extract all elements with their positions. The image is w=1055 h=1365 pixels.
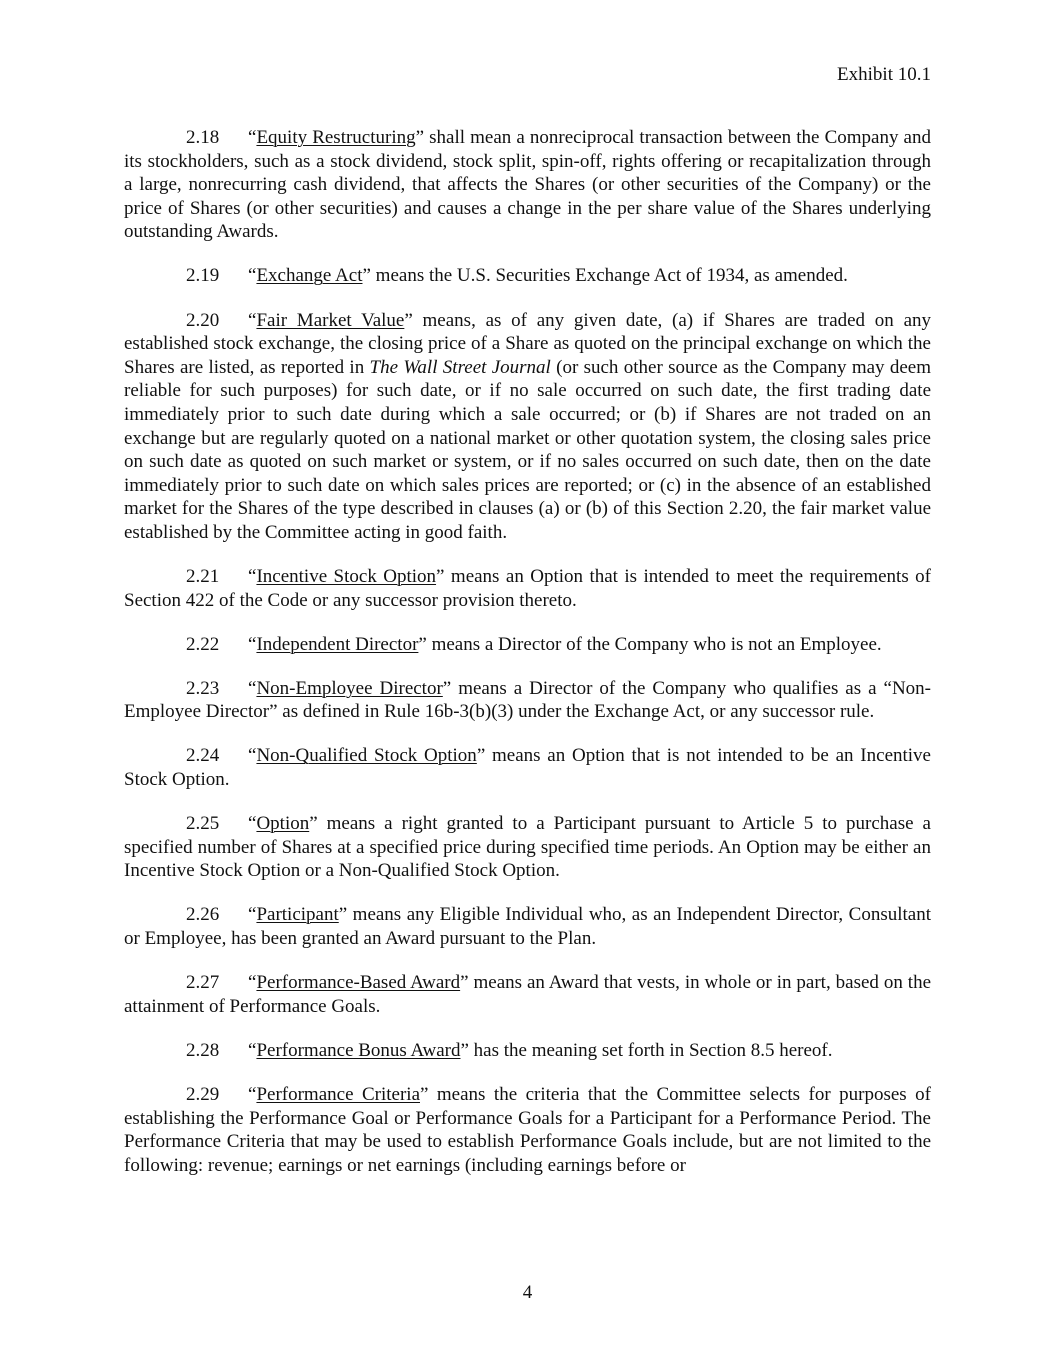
section-number: 2.29 <box>186 1083 220 1105</box>
definition-text: ” means any Eligible Individual who, as an Independent Director, Consultant or Employee, has been granted an Award pursuant to the Plan. <box>124 904 931 950</box>
section-number: 2.22 <box>186 633 220 655</box>
definition-text: ” shall mean a nonreciprocal transaction between the Company and its stockholders, such as a stock dividend, stock split, spin-off, rights offering or recapitalization through a large, nonrecurring cash dividend, that affects the Shares (or other securities of the Company) or the price of Shares (or other securities) and causes a change in the per share value of the Shares underlying outstanding Awards. <box>124 127 931 243</box>
open-quote: “ <box>248 677 257 699</box>
definition-text: ” means the criteria that the Committee selects for purposes of establishing the Performance Goal or Performance Goals for a Participant for a Performance Period. The Performance Criteria that may be used to establish Performance Goals include, but are not limited to the following: revenue; earnings or net earnings (including earnings before or <box>124 1083 931 1176</box>
definition-2-19 <box>124 264 931 288</box>
definition-text: ” means a Director of the Company who qualifies as a “Non-Employee Director” as defined in Rule 16b-3(b)(3) under the Exchange Act, or any successor rule. <box>124 677 931 723</box>
open-quote: “ <box>248 972 257 994</box>
definition-text: ” has the meaning set forth in Section 8.5 hereof. <box>460 1039 833 1061</box>
definition-text: ” means a Director of the Company who is not an Employee. <box>418 633 882 655</box>
definition-2-18 <box>124 126 931 244</box>
open-quote: “ <box>248 1039 257 1061</box>
open-quote: “ <box>248 1083 257 1105</box>
definition-text-continued: (or such other source as the Company may deem reliable for such purposes) for such date, or if no sale occurred on such date, the first trading date immediately prior to such date during which a sale occurred; or (b) if Shares are not traded on an exchange but are regularly quoted on a national market or other quotation system, the closing sales price on such date as quoted on such market or system, or if no sales occurred on such date, then on the date immediately prior to such date on which sales prices are reported; or (c) in the absence of an established market for the Shares of the type described in clauses (a) or (b) of this Section 2.20, the fair market value established by the Committee acting in good faith. <box>124 356 932 543</box>
definition-2-24 <box>124 744 931 791</box>
section-number: 2.21 <box>186 566 220 587</box>
open-quote: “ <box>248 633 257 655</box>
open-quote: “ <box>248 813 257 835</box>
defined-term: Performance Criteria <box>256 1083 420 1105</box>
publication-title: The Wall Street Journal <box>369 356 551 378</box>
page-number: 4 <box>522 1282 533 1303</box>
open-quote: “ <box>248 309 257 331</box>
definition-text: ” means an Option that is intended to meet the requirements of Section 422 of the Code or any successor provision thereto. <box>124 566 931 611</box>
open-quote: “ <box>248 745 257 767</box>
definition-2-23 <box>124 677 931 724</box>
defined-term: Independent Director <box>256 633 419 655</box>
definition-2-26 <box>124 903 931 950</box>
definition-2-27 <box>124 971 931 1018</box>
exhibit-label: Exhibit 10.1 <box>837 64 931 85</box>
section-number: 2.18 <box>186 127 220 148</box>
definition-2-28 <box>124 1039 931 1063</box>
defined-term: Equity Restructuring <box>256 127 416 148</box>
defined-term: Option <box>256 813 310 835</box>
definition-2-29 <box>124 1083 931 1177</box>
open-quote: “ <box>248 566 257 587</box>
section-number: 2.20 <box>186 309 220 331</box>
section-number: 2.28 <box>186 1039 220 1061</box>
definition-2-22 <box>124 633 931 657</box>
defined-term: Non-Employee Director <box>256 677 443 699</box>
definition-2-21 <box>124 565 931 612</box>
defined-term: Fair Market Value <box>256 309 405 331</box>
section-number: 2.26 <box>186 904 220 926</box>
definition-text: ” means the U.S. Securities Exchange Act of 1934, as amended. <box>362 265 848 287</box>
defined-term: Incentive Stock Option <box>256 566 437 587</box>
definition-text: ” means an Award that vests, in whole or in part, based on the attainment of Performance Goals. <box>124 972 932 1017</box>
section-number: 2.19 <box>186 265 220 287</box>
definition-text: ” means an Option that is not intended to be an Incentive Stock Option. <box>124 745 931 791</box>
definition-text: ” means a right granted to a Participant pursuant to Article 5 to purchase a specified number of Shares at a specified price during specified time periods. An Option may be either an Incentive Stock Option or a Non-Qualified Stock Option. <box>124 813 931 882</box>
open-quote: “ <box>248 265 257 287</box>
defined-term: Exchange Act <box>256 265 363 287</box>
defined-term: Performance-Based Award <box>256 972 461 994</box>
open-quote: “ <box>248 904 257 926</box>
definitions-section <box>124 126 931 1198</box>
definition-2-20 <box>124 309 931 545</box>
section-number: 2.27 <box>186 972 220 994</box>
defined-term: Performance Bonus Award <box>256 1039 461 1061</box>
open-quote: “ <box>248 127 257 148</box>
defined-term: Participant <box>256 904 339 926</box>
section-number: 2.23 <box>186 677 220 699</box>
definition-2-25 <box>124 812 931 883</box>
section-number: 2.24 <box>186 745 220 767</box>
defined-term: Non-Qualified Stock Option <box>256 745 477 767</box>
section-number: 2.25 <box>186 813 220 835</box>
definition-text: ” means, as of any given date, (a) if Shares are traded on any established stock exchange, the closing price of a Share as quoted on the principal exchange on which the Shares are listed, as reported in <box>124 309 931 378</box>
